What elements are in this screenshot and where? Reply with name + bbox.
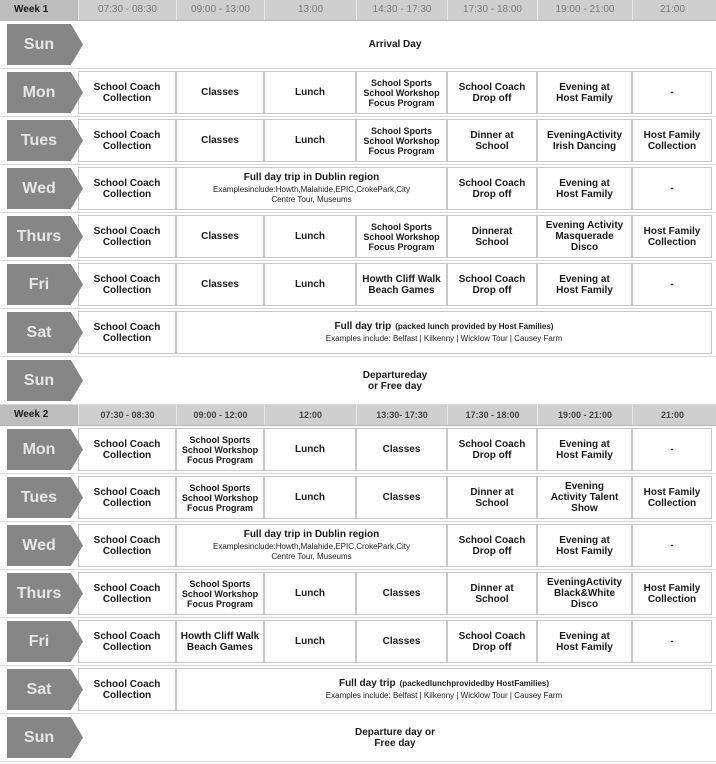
activity-cell [78, 311, 176, 354]
activity-cell [632, 620, 712, 663]
activity-text: Dinner at School [470, 582, 514, 605]
activity-text: Full day trip (packedlunchprovidedby HostFamilies) [338, 678, 550, 689]
activity-cell [176, 71, 264, 114]
activity-cell [78, 359, 712, 402]
day-name: Fri [28, 276, 50, 293]
schedule-row [0, 213, 716, 261]
activity-text: Host Family Collection [643, 129, 701, 152]
activity-cell [78, 263, 176, 306]
activity-text: School Coach Collection [93, 486, 161, 509]
activity-cell [537, 119, 632, 162]
activity-text: Full day trip (packed lunch provided by Host Families) [334, 321, 554, 332]
day-label [0, 261, 78, 308]
activity-cell [356, 572, 447, 615]
time-slot-header: 13:00 [264, 0, 356, 20]
week-block [0, 405, 716, 762]
activity-cell [632, 572, 712, 615]
day-label [0, 69, 78, 116]
day-label [0, 666, 78, 713]
schedule-row [0, 21, 716, 69]
schedule-row [0, 714, 716, 762]
activity-text: Evening at Host Family [556, 438, 613, 461]
activity-cell [78, 23, 712, 66]
day-name: Sun [23, 729, 55, 746]
week-label: Week 1 [0, 0, 78, 20]
activity-text: School Coach Drop off [458, 438, 526, 461]
day-name: Thurs [16, 585, 62, 602]
activity-cell [537, 524, 632, 567]
row-cells [78, 714, 716, 761]
schedule-row [0, 522, 716, 570]
activity-text: Lunch [295, 87, 325, 98]
activity-text: Evening at Host Family [556, 273, 613, 296]
activity-cell [537, 476, 632, 519]
activity-cell [356, 620, 447, 663]
activity-text: Dinnerat School [471, 225, 513, 248]
day-label [0, 474, 78, 521]
activity-text: School Sports School Workshop Focus Program [181, 482, 259, 513]
activity-cell [632, 167, 712, 210]
row-cells [78, 213, 716, 260]
row-cells [78, 165, 716, 212]
activity-text: Classes [382, 588, 421, 599]
activity-cell [264, 215, 356, 258]
activity-text: School Sports School Workshop Focus Program [363, 221, 440, 252]
time-slot-header: 07:30 - 08:30 [78, 405, 176, 425]
activity-cell [447, 215, 537, 258]
activity-text: Classes [382, 492, 421, 503]
row-cells [78, 522, 716, 569]
activity-cell [356, 428, 447, 471]
activity-text: School Coach Collection [93, 273, 161, 296]
activity-text: Classes [201, 279, 239, 290]
activity-cell [264, 71, 356, 114]
activity-text: Evening at Host Family [556, 81, 613, 104]
row-cells [78, 117, 716, 164]
day-label [0, 357, 78, 404]
activity-text: Host Family Collection [643, 225, 701, 248]
activity-text: School Sports School Workshop Focus Program [181, 434, 259, 465]
activity-cell [78, 167, 176, 210]
activity-cell [78, 716, 712, 759]
activity-text: - [670, 87, 674, 98]
activity-cell [632, 215, 712, 258]
activity-cell [176, 572, 264, 615]
row-cells [78, 357, 716, 404]
schedule-row [0, 426, 716, 474]
activity-examples: Examplesinclude:Howth,Malahide,EPIC,CrokePark,City Centre Tour, Museums [213, 185, 410, 204]
schedule-row [0, 474, 716, 522]
activity-text: - [670, 636, 674, 647]
schedule-row [0, 570, 716, 618]
activity-text: - [670, 183, 674, 194]
schedule-row [0, 165, 716, 213]
activity-text: School Coach Collection [93, 321, 161, 344]
day-label [0, 522, 78, 569]
day-label [0, 213, 78, 260]
activity-text: School Coach Collection [93, 582, 161, 605]
activity-cell [356, 476, 447, 519]
time-slot-header: 17:30 - 18:00 [447, 0, 537, 20]
activity-text: - [670, 540, 674, 551]
day-label [0, 714, 78, 761]
activity-text: School Coach Collection [93, 81, 161, 104]
activity-examples: Examplesinclude:Howth,Malahide,EPIC,CrokePark,City Centre Tour, Museums [213, 542, 410, 561]
activity-cell [537, 215, 632, 258]
activity-text: School Coach Collection [93, 678, 161, 701]
activity-cell [264, 572, 356, 615]
activity-text: School Coach Collection [93, 534, 161, 557]
time-slot-header: 12:00 [264, 405, 356, 425]
activity-text: Classes [201, 135, 239, 146]
activity-text: School Coach Drop off [458, 273, 526, 296]
activity-text: School Sports School Workshop Focus Program [363, 77, 440, 108]
day-label [0, 570, 78, 617]
activity-cell [632, 476, 712, 519]
activity-cell [78, 215, 176, 258]
day-name: Thurs [16, 228, 62, 245]
activity-text: Dinner at School [470, 486, 514, 509]
activity-cell [447, 428, 537, 471]
activity-cell [537, 620, 632, 663]
activity-cell [632, 263, 712, 306]
day-name: Fri [28, 633, 50, 650]
time-slot-header: 14:30 - 17:30 [356, 0, 447, 20]
activity-cell [447, 71, 537, 114]
activity-text: Full day trip in Dublin region [243, 172, 380, 183]
day-label [0, 21, 78, 68]
day-label [0, 117, 78, 164]
activity-text: Howth Cliff Walk Beach Games [362, 273, 441, 296]
activity-cell [447, 119, 537, 162]
activity-cell [356, 263, 447, 306]
activity-text: Howth Cliff Walk Beach Games [180, 630, 260, 653]
row-cells [78, 309, 716, 356]
activity-text: School Coach Drop off [458, 630, 526, 653]
week-header [0, 0, 716, 21]
activity-text: Lunch [295, 135, 325, 146]
time-slot-header: 09:00 - 12:00 [176, 405, 264, 425]
activity-text: Dinner at School [470, 129, 514, 152]
activity-examples: Examples include: Belfast | Kilkenny | Wicklow Tour | Causey Farm [325, 691, 563, 700]
row-cells [78, 570, 716, 617]
day-name: Mon [22, 441, 56, 458]
schedule-row [0, 117, 716, 165]
time-slot-header: 19:00 - 21:00 [537, 405, 632, 425]
activity-cell [176, 668, 712, 711]
day-name: Sat [26, 324, 52, 341]
activity-text: Lunch [295, 444, 325, 455]
schedule-row [0, 309, 716, 357]
activity-text: Departure day or Free day [354, 726, 436, 749]
activity-cell [78, 524, 176, 567]
time-slot-header: 21:00 [632, 0, 712, 20]
activity-text: Full day trip in Dublin region [243, 529, 380, 540]
schedule-row [0, 666, 716, 714]
activity-text: EveningActivity Irish Dancing [546, 129, 623, 152]
activity-text: - [670, 279, 674, 290]
activity-cell [78, 119, 176, 162]
activity-cell [356, 71, 447, 114]
activity-text: Lunch [295, 588, 325, 599]
activity-text: Classes [382, 636, 421, 647]
activity-text: Arrival Day [368, 39, 422, 50]
day-name: Sun [23, 36, 55, 53]
activity-cell [78, 428, 176, 471]
activity-text: Evening at Host Family [556, 534, 613, 557]
activity-text: Lunch [295, 231, 325, 242]
day-name: Sun [23, 372, 55, 389]
activity-cell [537, 572, 632, 615]
activity-text: Evening Activity Masquerade Disco [545, 220, 624, 253]
week-header [0, 405, 716, 426]
activity-cell [447, 572, 537, 615]
activity-cell [537, 428, 632, 471]
activity-cell [632, 428, 712, 471]
activity-text: School Coach Drop off [458, 81, 526, 104]
time-slot-header: 17:30 - 18:00 [447, 405, 537, 425]
activity-cell [632, 524, 712, 567]
activity-cell [176, 263, 264, 306]
activity-text: EveningActivity Black&White Disco [546, 577, 623, 610]
day-label [0, 165, 78, 212]
time-slot-header: 13:30- 17:30 [356, 405, 447, 425]
activity-cell [632, 71, 712, 114]
activity-text: Lunch [295, 279, 325, 290]
schedule-row [0, 357, 716, 405]
activity-examples: Examples include: Belfast | Kilkenny | Wicklow Tour | Causey Farm [325, 334, 563, 343]
day-name: Sat [26, 681, 52, 698]
activity-cell [176, 167, 447, 210]
activity-cell [264, 428, 356, 471]
time-slot-header: 21:00 [632, 405, 712, 425]
activity-text: School Sports School Workshop Focus Program [363, 125, 440, 156]
activity-cell [537, 71, 632, 114]
row-cells [78, 618, 716, 665]
activity-cell [78, 620, 176, 663]
activity-cell [447, 476, 537, 519]
activity-text: Classes [382, 444, 421, 455]
activity-cell [356, 215, 447, 258]
activity-cell [264, 119, 356, 162]
activity-cell [176, 524, 447, 567]
activity-cell [264, 263, 356, 306]
activity-cell [356, 119, 447, 162]
activity-cell [176, 428, 264, 471]
day-name: Tues [20, 489, 58, 506]
activity-cell [447, 167, 537, 210]
activity-cell [78, 668, 176, 711]
time-slot-header: 07:30 - 08:30 [78, 0, 176, 20]
activity-cell [78, 71, 176, 114]
activity-cell [264, 476, 356, 519]
activity-text: School Coach Collection [93, 630, 161, 653]
row-cells [78, 666, 716, 713]
week-label: Week 2 [0, 405, 78, 425]
activity-text: School Coach Drop off [458, 177, 526, 200]
day-label [0, 426, 78, 473]
activity-cell [78, 476, 176, 519]
activity-cell [176, 119, 264, 162]
activity-cell [264, 620, 356, 663]
activity-text: Evening at Host Family [556, 630, 613, 653]
day-name: Wed [22, 537, 56, 554]
activity-text: Evening Activity Talent Show [550, 481, 619, 514]
schedule-row [0, 261, 716, 309]
day-name: Tues [20, 132, 58, 149]
activity-text: Evening at Host Family [556, 177, 613, 200]
activity-cell [537, 263, 632, 306]
time-slot-header: 19:00 - 21:00 [537, 0, 632, 20]
activity-note: (packedlunchprovidedby HostFamilies) [399, 679, 550, 688]
activity-cell [632, 119, 712, 162]
activity-cell [176, 311, 712, 354]
activity-text: School Coach Collection [93, 129, 161, 152]
row-cells [78, 21, 716, 68]
time-slot-header: 09:00 - 13:00 [176, 0, 264, 20]
activity-cell [176, 476, 264, 519]
activity-text: Host Family Collection [643, 582, 701, 605]
activity-cell [78, 572, 176, 615]
activity-cell [447, 263, 537, 306]
activity-text: School Sports School Workshop Focus Program [181, 578, 259, 609]
activity-text: Departureday or Free day [362, 369, 428, 392]
activity-cell [447, 524, 537, 567]
activity-text: Host Family Collection [643, 486, 701, 509]
activity-cell [176, 215, 264, 258]
activity-text: Lunch [295, 636, 325, 647]
activity-text: Classes [201, 87, 239, 98]
activity-note: (packed lunch provided by Host Families) [395, 322, 554, 331]
activity-cell [537, 167, 632, 210]
activity-text: - [670, 444, 674, 455]
day-name: Mon [22, 84, 56, 101]
activity-text: Classes [201, 231, 239, 242]
activity-text: School Coach Collection [93, 438, 161, 461]
schedule-row [0, 69, 716, 117]
activity-text: School Coach Collection [93, 177, 161, 200]
schedule-row [0, 618, 716, 666]
day-name: Wed [22, 180, 56, 197]
row-cells [78, 69, 716, 116]
day-label [0, 309, 78, 356]
activity-text: School Coach Drop off [458, 534, 526, 557]
activity-cell [176, 620, 264, 663]
activity-cell [447, 620, 537, 663]
activity-text: School Coach Collection [93, 225, 161, 248]
row-cells [78, 261, 716, 308]
row-cells [78, 426, 716, 473]
row-cells [78, 474, 716, 521]
activity-text: Lunch [295, 492, 325, 503]
day-label [0, 618, 78, 665]
